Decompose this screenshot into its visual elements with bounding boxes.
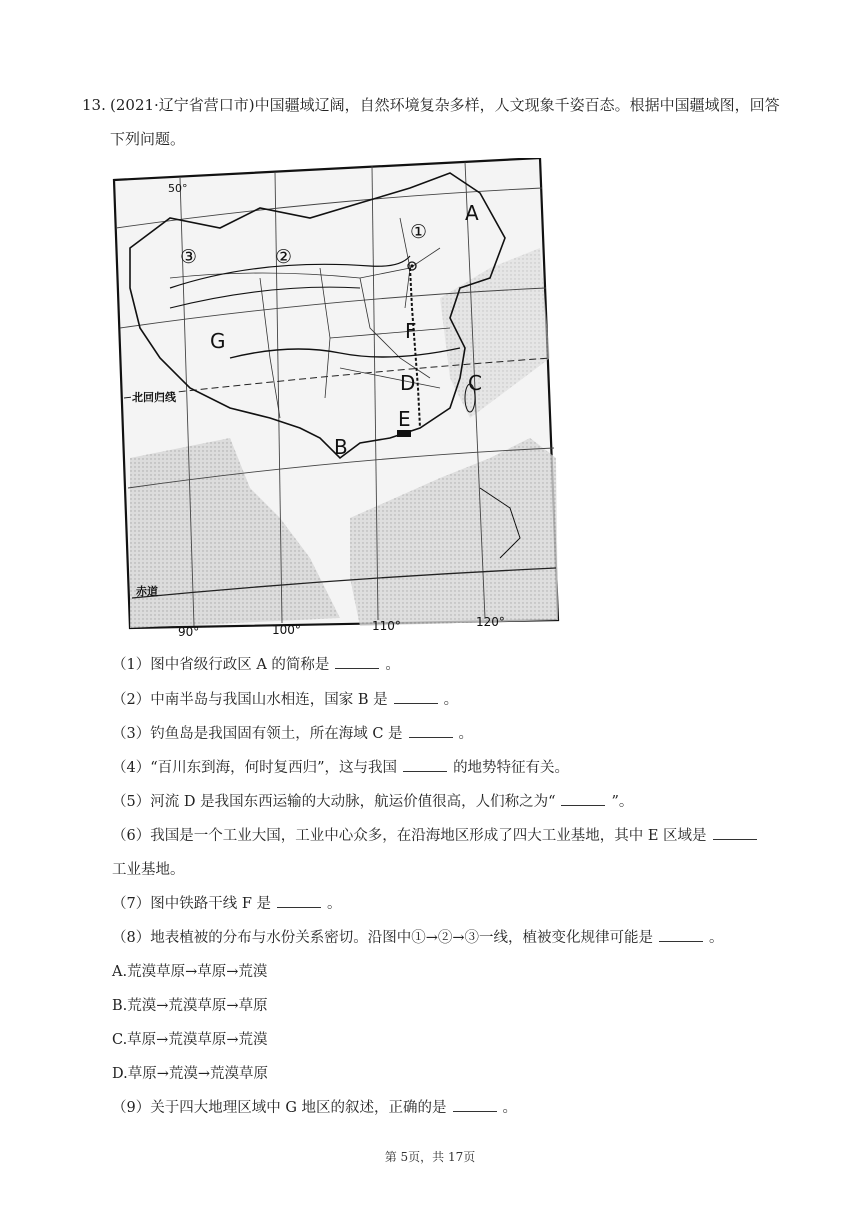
sub-question-3-tail: 。: [458, 726, 474, 742]
answer-blank-5[interactable]: [561, 793, 605, 806]
sub-question-4-tail: 的地势特征有关。: [453, 760, 570, 776]
map-label-equator: 赤道: [136, 585, 158, 598]
map-label-lon90: 90°: [178, 625, 200, 638]
sub-question-5-text: （5）河流 D 是我国东西运输的大动脉，航运价值很高，人们称之为“: [112, 794, 556, 810]
sub-question-9: [112, 1096, 517, 1117]
answer-blank-1[interactable]: [335, 656, 379, 669]
answer-blank-9[interactable]: [453, 1099, 497, 1112]
question-stem: [82, 88, 792, 156]
question-stem-line2: 下列问题。: [110, 130, 186, 148]
sub-question-3-text: （3）钓鱼岛是我国固有领土，所在海域 C 是: [112, 726, 403, 742]
sub-question-6-cont: [112, 858, 185, 879]
sub-question-6-text: （6）我国是一个工业大国，工业中心众多，在沿海地区形成了四大工业基地，其中 E 区域是: [112, 828, 707, 844]
answer-blank-8[interactable]: [659, 929, 703, 942]
option-c: C.草原→荒漠草原→荒漠: [112, 1032, 268, 1048]
option-d: D.草原→荒漠→荒漠草原: [112, 1066, 269, 1082]
sub-question-1-text: （1）图中省级行政区 A 的简称是: [112, 657, 330, 673]
page-footer: 第 5页，共 17页: [384, 1150, 476, 1164]
map-label-g: G: [210, 329, 226, 353]
sub-question-8-text: （8）地表植被的分布与水份关系密切。沿图中①→②→③一线，植被变化规律可能是: [112, 930, 654, 946]
sub-question-6-cont-text: 工业基地。: [112, 862, 185, 878]
answer-blank-3[interactable]: [409, 725, 453, 738]
question-stem-line1: (2021·辽宁省营口市)中国疆域辽阔，自然环境复杂多样，人文现象千姿百态。根据中国疆域图，回答: [110, 96, 780, 114]
sub-question-2: [112, 688, 458, 709]
sub-question-2-tail: 。: [443, 692, 459, 708]
sub-question-4-text: （4）“百川东到海，何时复西归”，这与我国: [112, 760, 398, 776]
map-label-circle-2: ②: [275, 246, 293, 268]
map-label-d: D: [400, 371, 416, 395]
sub-question-8: [112, 926, 724, 947]
map-label-tropic: 北回归线: [132, 391, 176, 404]
sub-question-9-text: （9）关于四大地理区域中 G 地区的叙述，正确的是: [112, 1100, 447, 1116]
sub-question-1-tail: 。: [385, 657, 400, 673]
sub-question-5: [112, 790, 633, 811]
option-b: B.荒漠→荒漠草原→草原: [112, 998, 268, 1014]
map-label-f: F: [405, 319, 417, 343]
map-label-b: B: [334, 435, 348, 459]
answer-blank-2[interactable]: [394, 691, 438, 704]
map-label-e: E: [398, 407, 411, 431]
answer-blank-4[interactable]: [403, 759, 447, 772]
sub-question-1: [112, 653, 400, 674]
map-label-circle-3: ③: [180, 246, 198, 268]
answer-blank-6[interactable]: [713, 827, 757, 840]
sub-question-5-tail: ”。: [611, 794, 634, 810]
sub-question-7: [112, 892, 342, 913]
map-label-a: A: [465, 201, 479, 225]
map-label-lon110: 110°: [372, 619, 401, 633]
question-number: 13.: [82, 96, 106, 114]
sub-question-7-tail: 。: [327, 896, 342, 912]
sub-question-6: [112, 824, 763, 845]
answer-blank-7[interactable]: [277, 895, 321, 908]
sub-question-8-tail: 。: [709, 930, 724, 946]
sub-question-9-tail: 。: [502, 1100, 518, 1116]
map-label-c: C: [468, 371, 482, 395]
map-label-lat50: 50°: [168, 182, 188, 195]
china-territory-map: [110, 158, 562, 638]
sub-question-4: [112, 756, 569, 777]
map-label-lon100: 100°: [272, 623, 301, 637]
map-label-circle-1: ①: [410, 221, 428, 243]
sub-question-7-text: （7）图中铁路干线 F 是: [112, 896, 272, 912]
option-a: A.荒漠草原→草原→荒漠: [112, 964, 268, 980]
map-label-lon120: 120°: [476, 615, 505, 629]
sub-question-3: [112, 722, 473, 743]
sub-question-2-text: （2）中南半岛与我国山水相连，国家 B 是: [112, 692, 388, 708]
